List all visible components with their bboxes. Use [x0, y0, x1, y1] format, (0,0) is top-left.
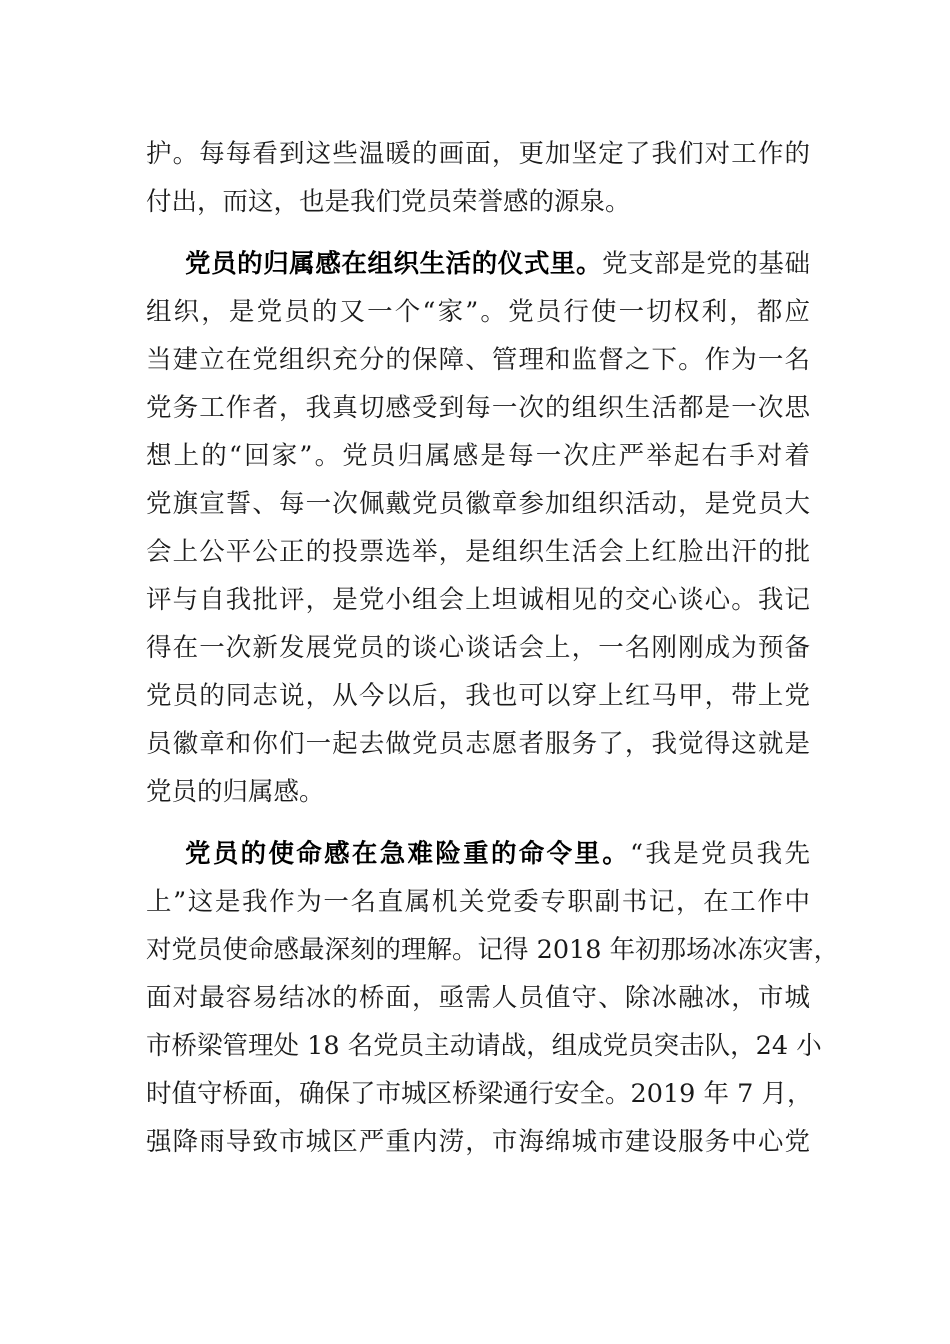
paragraph-heading: 党员的归属感在组织生活的仪式里。	[185, 249, 603, 279]
paragraph-text: “我是党员我先	[630, 839, 810, 869]
paragraph-line: 当建立在党组织充分的保障、管理和监督之下。作为一名	[146, 345, 810, 375]
paragraph-line: 强降雨导致市城区严重内涝，市海绵城市建设服务中心党	[146, 1127, 810, 1157]
paragraph-line: 护。每每看到这些温暖的画面，更加坚定了我们对工作的	[146, 139, 810, 169]
paragraph-heading: 党员的使命感在急难险重的命令里。	[185, 839, 631, 869]
paragraph-line: 面对最容易结冰的桥面，亟需人员值守、除冰融冰，市城	[146, 983, 810, 1013]
paragraph-first-line	[185, 834, 810, 874]
paragraph-line: 得在一次新发展党员的谈心谈话会上，一名刚刚成为预备	[146, 633, 810, 663]
paragraph-line: 上”这是我作为一名直属机关党委专职副书记，在工作中	[146, 887, 810, 917]
paragraph-line: 党务工作者，我真切感受到每一次的组织生活都是一次思	[146, 393, 810, 423]
paragraph-line: 会上公平公正的投票选举，是组织生活会上红脸出汗的批	[146, 537, 810, 567]
paragraph-text: 党支部是党的基础	[602, 249, 810, 279]
paragraph-first-line	[185, 244, 810, 284]
paragraph-line: 市桥梁管理处 18 名党员主动请战，组成党员突击队，24 小	[146, 1031, 822, 1061]
paragraph-line: 付出，而这，也是我们党员荣誉感的源泉。	[146, 187, 631, 217]
paragraph-line: 党员的归属感。	[146, 777, 325, 807]
paragraph-line: 党员的同志说，从今以后，我也可以穿上红马甲，带上党	[146, 681, 810, 711]
paragraph-line: 对党员使命感最深刻的理解。记得 2018 年初那场冰冻灾害，	[146, 935, 840, 965]
paragraph-line: 想上的“回家”。党员归属感是每一次庄严举起右手对着	[146, 441, 810, 471]
paragraph-line: 时值守桥面，确保了市城区桥梁通行安全。2019 年 7 月，	[146, 1079, 813, 1109]
paragraph-line: 组织，是党员的又一个“家”。党员行使一切权利，都应	[146, 297, 810, 327]
paragraph-line: 员徽章和你们一起去做党员志愿者服务了，我觉得这就是	[146, 729, 810, 759]
paragraph-line: 党旗宣誓、每一次佩戴党员徽章参加组织活动，是党员大	[146, 489, 810, 519]
paragraph-line: 评与自我批评，是党小组会上坦诚相见的交心谈心。我记	[146, 585, 810, 615]
